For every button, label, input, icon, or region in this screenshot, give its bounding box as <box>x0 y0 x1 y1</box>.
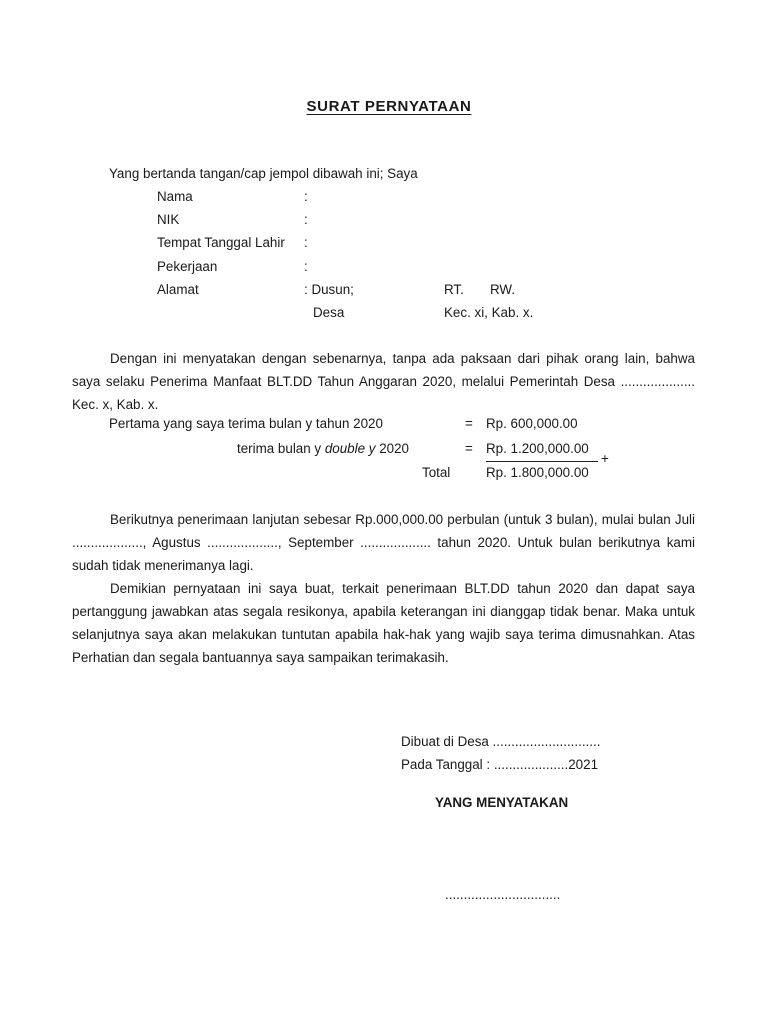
plus-sign: + <box>601 451 609 466</box>
field-label-alamat: Alamat <box>157 282 199 297</box>
total-amount: Rp. 1.800,000.00 <box>486 465 589 480</box>
field-colon: : <box>304 212 308 227</box>
sum-line <box>486 461 598 462</box>
field-rw: RW. <box>490 282 516 297</box>
field-label-ttl: Tempat Tanggal Lahir <box>157 235 285 250</box>
field-dusun: : Dusun; <box>304 282 354 297</box>
field-rt: RT. <box>444 282 464 297</box>
document-title: SURAT PERNYATAAN <box>306 98 472 115</box>
signature-name-line: ............................... <box>445 887 561 902</box>
total-label: Total <box>422 465 451 480</box>
field-colon: : <box>304 235 308 250</box>
field-desa: Desa <box>313 305 345 320</box>
signature-date: Pada Tanggal : ....................2021 <box>401 757 599 772</box>
payment-row1-label: Pertama yang saya terima bulan y tahun 2020 <box>109 416 383 431</box>
field-colon: : <box>304 189 308 204</box>
field-label-nama: Nama <box>157 189 193 204</box>
signature-declarer-heading: YANG MENYATAKAN <box>435 795 569 810</box>
payment-row1-eq: = <box>465 416 473 431</box>
paragraph-closing: Demikian pernyataan ini saya buat, terkait penerimaan BLT.DD tahun 2020 dan dapat saya pertanggung jawabkan atas segala resikonya, apabila keterangan ini dianggap tidak benar. Maka untuk selanjutnya saya akan melakukan tuntutan apabila hak-hak yang wajib saya terima dimusnahkan. Atas Perhatian dan segala bantuannya saya sampaikan terimakasih. <box>72 581 695 665</box>
signature-place: Dibuat di Desa ............................. <box>401 734 601 749</box>
field-kec: Kec. xi, Kab. x. <box>444 305 534 320</box>
payment-row1-amount: Rp. 600,000.00 <box>486 416 578 431</box>
field-label-nik: NIK <box>157 212 180 227</box>
payment-row2-amount: Rp. 1.200,000.00 <box>486 441 589 456</box>
paragraph-continuation: Berikutnya penerimaan lanjutan sebesar Rp.000,000.00 perbulan (untuk 3 bulan), mulai bulan Juli ..................., Agustus ..................., September ................... tahun 2020. Untuk bulan berikutnya kami sudah tidak menerimanya lagi. <box>72 512 695 573</box>
paragraph-statement: Dengan ini menyatakan dengan sebenarnya, tanpa ada paksaan dari pihak orang lain, bahwa saya selaku Penerima Manfaat BLT.DD Tahun Anggaran 2020, melalui Pemerintah Desa .................... Kec. x, Kab. x. <box>72 351 695 412</box>
intro-text: Yang bertanda tangan/cap jempol dibawah ini; Saya <box>109 166 418 181</box>
field-label-pekerjaan: Pekerjaan <box>157 259 218 274</box>
payment-row2-label: terima bulan y double y 2020 <box>237 441 409 456</box>
field-colon: : <box>304 259 308 274</box>
payment-row2-eq: = <box>465 441 473 456</box>
